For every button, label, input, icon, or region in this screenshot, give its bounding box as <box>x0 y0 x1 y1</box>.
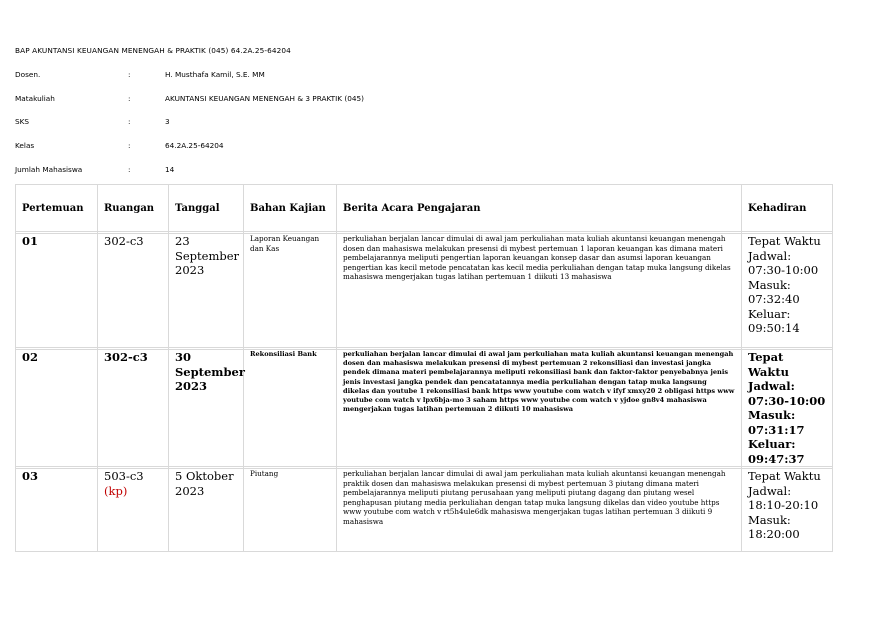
ruangan-value: 503-c3 <box>104 469 144 483</box>
kehadiran-status: Tepat Waktu <box>748 350 790 379</box>
ruangan-cell <box>98 350 169 467</box>
info-separator: : <box>128 165 131 174</box>
pertemuan-cell: 02 <box>16 350 98 467</box>
kehadiran-cell <box>742 350 833 467</box>
ruangan-value: 302-c3 <box>104 234 144 248</box>
table-row <box>16 469 833 552</box>
info-value: 14 <box>165 165 175 174</box>
info-label: SKS <box>15 117 30 126</box>
kehadiran-masuk: Masuk: 18:20:00 <box>748 512 800 541</box>
info-label: Jumlah Mahasiswa <box>15 165 83 174</box>
bahan-kajian-cell: Piutang <box>244 469 337 552</box>
bahan-kajian-cell: Laporan Keuangan dan Kas <box>244 234 337 348</box>
pertemuan-cell: 01 <box>16 234 98 348</box>
info-label: Kelas <box>15 141 35 150</box>
info-separator: : <box>128 70 131 79</box>
tanggal-cell: 30 September 2023 <box>169 350 244 467</box>
info-value: 3 <box>165 117 170 126</box>
table-row <box>16 234 833 348</box>
tanggal-cell: 5 Oktober 2023 <box>169 469 244 552</box>
info-value: 64.2A.25-64204 <box>165 141 224 150</box>
info-value: H. Musthafa Kamil, S.E. MM <box>165 70 265 79</box>
kehadiran-masuk: Masuk: 07:32:40 <box>748 277 800 306</box>
kehadiran-keluar: Keluar: 09:50:14 <box>748 306 800 335</box>
ruangan-tag: (kp) <box>104 483 128 498</box>
table-row <box>16 350 833 467</box>
column-header-kehadiran: Kehadiran <box>742 185 833 232</box>
pertemuan-cell: 03 <box>16 469 98 552</box>
info-value: AKUNTANSI KEUANGAN MENENGAH & 3 PRAKTIK (045) <box>165 94 365 103</box>
bahan-kajian-cell: Rekonsiliasi Bank <box>244 350 337 467</box>
kehadiran-keluar: Keluar: 09:47:37 <box>748 437 805 466</box>
ruangan-cell <box>98 469 169 552</box>
info-label: Dosen. <box>15 70 41 79</box>
document-title: BAP AKUNTANSI KEUANGAN MENENGAH & PRAKTIK (045) 64.2A.25-64204 <box>15 46 291 55</box>
info-separator: : <box>128 117 131 126</box>
berita-acara-cell: perkuliahan berjalan lancar dimulai di awal jam perkuliahan mata kuliah akuntansi keuangan menengah dosen dan mahasiswa melakukan presensi di mybest pertemuan 2 rekonsiliasi dan investasi jangka pendek dimana materi pembelajarannya meliputi rekonsiliasi bank dan faktor-faktor penyebabnya jenis jenis investasi jangka pendek dan pencatatannya media perkuliahan dengan tatap muka langsung dikelas dan youtube 1 rekonsiliasi bank https www youtube com watch v ifyf xmxy20 2 obligasi https www youtube com watch v lpx6bja-mo 3 saham https www youtube com watch v yjdoe gn8v4 mahasiswa mengerjakan tugas latihan pertemuan 2 diikuti 10 mahasiswa <box>337 350 742 467</box>
attendance-table <box>15 184 833 552</box>
kehadiran-jadwal: Jadwal: 18:10-20:10 <box>748 483 819 512</box>
tanggal-cell: 23 September 2023 <box>169 234 244 348</box>
info-separator: : <box>128 94 131 103</box>
info-label: Matakuliah <box>15 94 55 103</box>
kehadiran-jadwal: Jadwal: 07:30-10:00 <box>748 248 819 277</box>
kehadiran-jadwal: Jadwal: 07:30-10:00 <box>748 379 826 408</box>
kehadiran-cell <box>742 234 833 348</box>
kehadiran-cell <box>742 469 833 552</box>
berita-acara-cell: perkuliahan berjalan lancar dimulai di awal jam perkuliahan mata kuliah akuntansi keuangan menengah dosen dan mahasiswa melakukan presensi di mybest pertemuan 1 laporan keuangan kas dimana materi pembelajarannya meliputi pengertian laporan keuangan konsep dasar dan asumsi laporan keuangan pengertian kas kecil metode pencatatan kas kecil media perkuliahan dengan tatap muka langsung dikelas mahasiswa mengerjakan tugas latihan pertemuan 1 diikuti 13 mahasiswa <box>337 234 742 348</box>
column-header-bahan-kajian: Bahan Kajian <box>244 185 337 232</box>
berita-acara-cell: perkuliahan berjalan lancar dimulai di awal jam perkuliahan mata kuliah akuntansi keuangan menengah praktik dosen dan mahasiswa melakukan presensi di mybest pertemuan 3 piutang dimana materi pembelajarannya meliputi piutang perusahaan yang meliputi piutang dagang dan piutang wesel penghapusan piutang media perkuliahan dengan tatap muka langsung dikelas dan video youtube https www youtube com watch v rt5h4ule6dk mahasiswa mengerjakan tugas latihan pertemuan 3 diikuti 9 mahasiswa <box>337 469 742 552</box>
column-header-pertemuan: Pertemuan <box>16 185 98 232</box>
kehadiran-status: Tepat Waktu <box>748 234 821 248</box>
column-header-ruangan: Ruangan <box>98 185 169 232</box>
kehadiran-status: Tepat Waktu <box>748 469 821 483</box>
info-separator: : <box>128 141 131 150</box>
column-header-tanggal: Tanggal <box>169 185 244 232</box>
table-header-row <box>16 185 833 232</box>
column-header-berita-acara: Berita Acara Pengajaran <box>337 185 742 232</box>
ruangan-cell <box>98 234 169 348</box>
ruangan-value: 302-c3 <box>104 350 148 364</box>
kehadiran-masuk: Masuk: 07:31:17 <box>748 408 805 437</box>
